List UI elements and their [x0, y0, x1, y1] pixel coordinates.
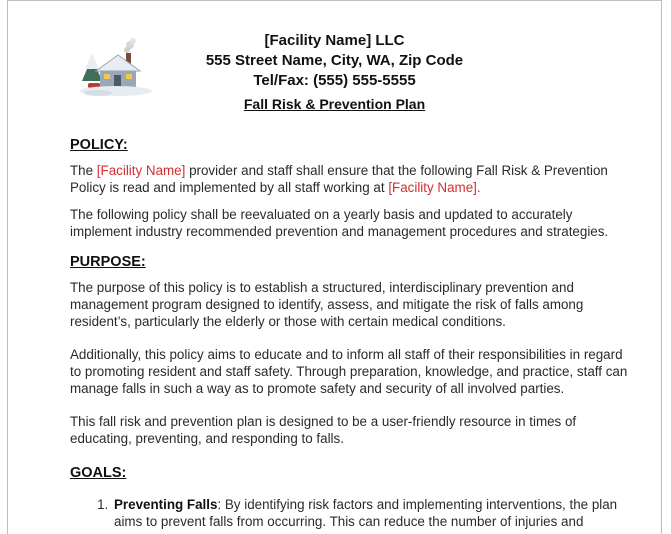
- policy-paragraph-2: The following policy shall be reevaluated on a yearly basis and updated to accurately implement industry recommended prevention and management procedures and strategies.: [70, 207, 609, 239]
- letterhead: [8, 31, 661, 115]
- document-body: [70, 137, 630, 530]
- goals-heading: GOALS:: [70, 465, 127, 481]
- goal-text: : By identifying risk factors and implementing interventions, the plan aims to prevent falls from occurring. This can reduce the number of injuries and: [114, 497, 618, 529]
- policy-text: provider and staff shall ensure that the following Fall Risk & Prevention Policy is read and implemented by all staff working at: [70, 163, 608, 195]
- facility-placeholder: [Facility Name].: [388, 180, 481, 195]
- address-line: 555 Street Name, City, WA, Zip Code: [205, 52, 464, 69]
- purpose-paragraph-2: Additionally, this policy aims to educate and to inform all staff of their responsibilities in regard to promoting resident and staff safety. Through preparation, knowledge, and practice, staff can manage falls in such a way as to promote safety and security of all involved parties.: [70, 347, 628, 396]
- document-page: [7, 0, 662, 534]
- document-title: Fall Risk & Prevention Plan: [243, 96, 426, 112]
- list-item: [112, 496, 630, 530]
- phone-line: Tel/Fax: (555) 555-5555: [253, 72, 416, 89]
- goals-list: [70, 496, 630, 530]
- facility-placeholder: [Facility Name]: [96, 163, 186, 178]
- purpose-paragraph-3: This fall risk and prevention plan is designed to be a user-friendly resource in times of educating, preventing, and responding to falls.: [70, 414, 577, 446]
- facility-name-line: [Facility Name] LLC: [264, 32, 405, 49]
- purpose-heading: PURPOSE:: [70, 254, 146, 270]
- policy-heading: POLICY:: [70, 137, 128, 153]
- policy-paragraph-1: [70, 162, 630, 196]
- policy-text: The: [70, 163, 97, 178]
- goal-label: Preventing Falls: [114, 497, 218, 512]
- purpose-paragraph-1: The purpose of this policy is to establish a structured, interdisciplinary prevention and management program designed to identify, assess, and mitigate the risk of falls among resident’s, particularly the elderly or those with certain medical conditions.: [70, 280, 584, 329]
